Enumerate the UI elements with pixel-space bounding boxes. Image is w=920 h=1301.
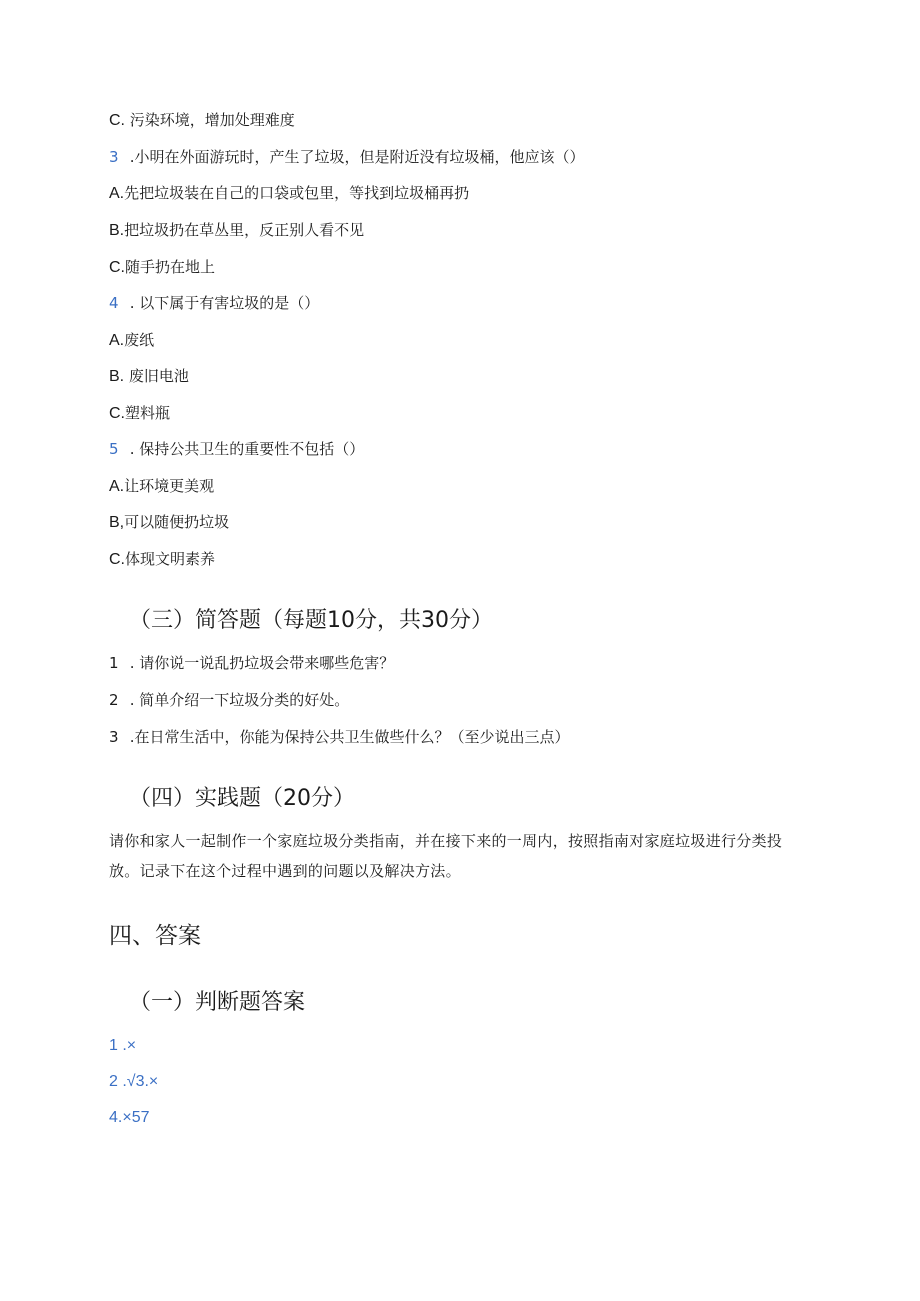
question-text: .小明在外面游玩时，产生了垃圾，但是附近没有垃圾桶，他应该（） bbox=[125, 148, 585, 166]
short-answer-1 bbox=[109, 652, 394, 674]
option-a bbox=[109, 182, 469, 205]
answer-line-2: 2 .√3.× bbox=[109, 1073, 159, 1090]
option-text: 塑料瓶 bbox=[125, 404, 171, 422]
answers-subheading: （一）判断题答案 bbox=[129, 990, 306, 1015]
option-text: 废旧电池 bbox=[124, 367, 189, 385]
option-c bbox=[109, 109, 295, 132]
question-4 bbox=[109, 292, 319, 314]
option-letter: A. bbox=[109, 185, 125, 202]
question-5 bbox=[109, 438, 364, 460]
section-heading-practice: （四）实践题（20分） bbox=[129, 786, 355, 811]
option-text: 可以随便扔垃圾 bbox=[124, 513, 230, 531]
question-number: 5 bbox=[109, 440, 119, 458]
question-number: 3 bbox=[109, 728, 119, 746]
option-letter: B. bbox=[109, 222, 125, 239]
practice-paragraph: 请你和家人一起制作一个家庭垃圾分类指南，并在接下来的一周内，按照指南对家庭垃圾进行分类投放。记录下在这个过程中遇到的问题以及解决方法。 bbox=[109, 832, 783, 880]
option-c bbox=[109, 548, 215, 571]
option-text: 让环境更美观 bbox=[124, 477, 215, 495]
answer-line-3: 4.×57 bbox=[109, 1109, 150, 1126]
answers-heading: 四、答案 bbox=[109, 923, 201, 949]
question-number: 1 bbox=[109, 654, 119, 672]
question-3 bbox=[109, 146, 585, 168]
question-text: . 请你说一说乱扔垃圾会带来哪些危害？ bbox=[125, 654, 395, 672]
option-b bbox=[109, 365, 189, 388]
option-letter: C. bbox=[109, 551, 125, 568]
option-text: 先把垃圾装在自己的口袋或包里，等找到垃圾桶再扔 bbox=[124, 184, 470, 202]
option-text: 随手扔在地上 bbox=[125, 258, 216, 276]
section-heading-short-answer: （三）简答题（每题10分，共30分） bbox=[129, 608, 493, 633]
question-text: . 保持公共卫生的重要性不包括（） bbox=[125, 440, 365, 458]
question-text: . 简单介绍一下垃圾分类的好处。 bbox=[125, 691, 350, 709]
option-letter: C. bbox=[109, 259, 125, 276]
short-answer-3 bbox=[109, 726, 570, 748]
question-text: . 以下属于有害垃圾的是（） bbox=[125, 294, 320, 312]
option-letter: C. bbox=[109, 112, 125, 129]
option-c bbox=[109, 256, 215, 279]
option-letter: B. bbox=[109, 368, 125, 385]
question-number: 3 bbox=[109, 148, 119, 166]
option-text: 把垃圾扔在草丛里，反正别人看不见 bbox=[124, 221, 365, 239]
option-text: 体现文明素养 bbox=[125, 550, 216, 568]
option-b bbox=[109, 511, 229, 534]
option-text: 污染环境，增加处理难度 bbox=[125, 111, 295, 129]
option-text: 废纸 bbox=[124, 331, 155, 349]
option-c bbox=[109, 402, 170, 425]
option-letter: C. bbox=[109, 405, 125, 422]
question-text: .在日常生活中，你能为保持公共卫生做些什么？（至少说出三点） bbox=[125, 728, 570, 746]
short-answer-2 bbox=[109, 689, 349, 711]
answer-line-1: 1 .× bbox=[109, 1037, 137, 1054]
option-b bbox=[109, 219, 364, 242]
question-number: 2 bbox=[109, 691, 119, 709]
option-a bbox=[109, 329, 154, 352]
option-a bbox=[109, 475, 214, 498]
question-number: 4 bbox=[109, 294, 119, 312]
option-letter: A. bbox=[109, 332, 125, 349]
option-letter: A. bbox=[109, 478, 125, 495]
option-letter: B, bbox=[109, 514, 125, 531]
